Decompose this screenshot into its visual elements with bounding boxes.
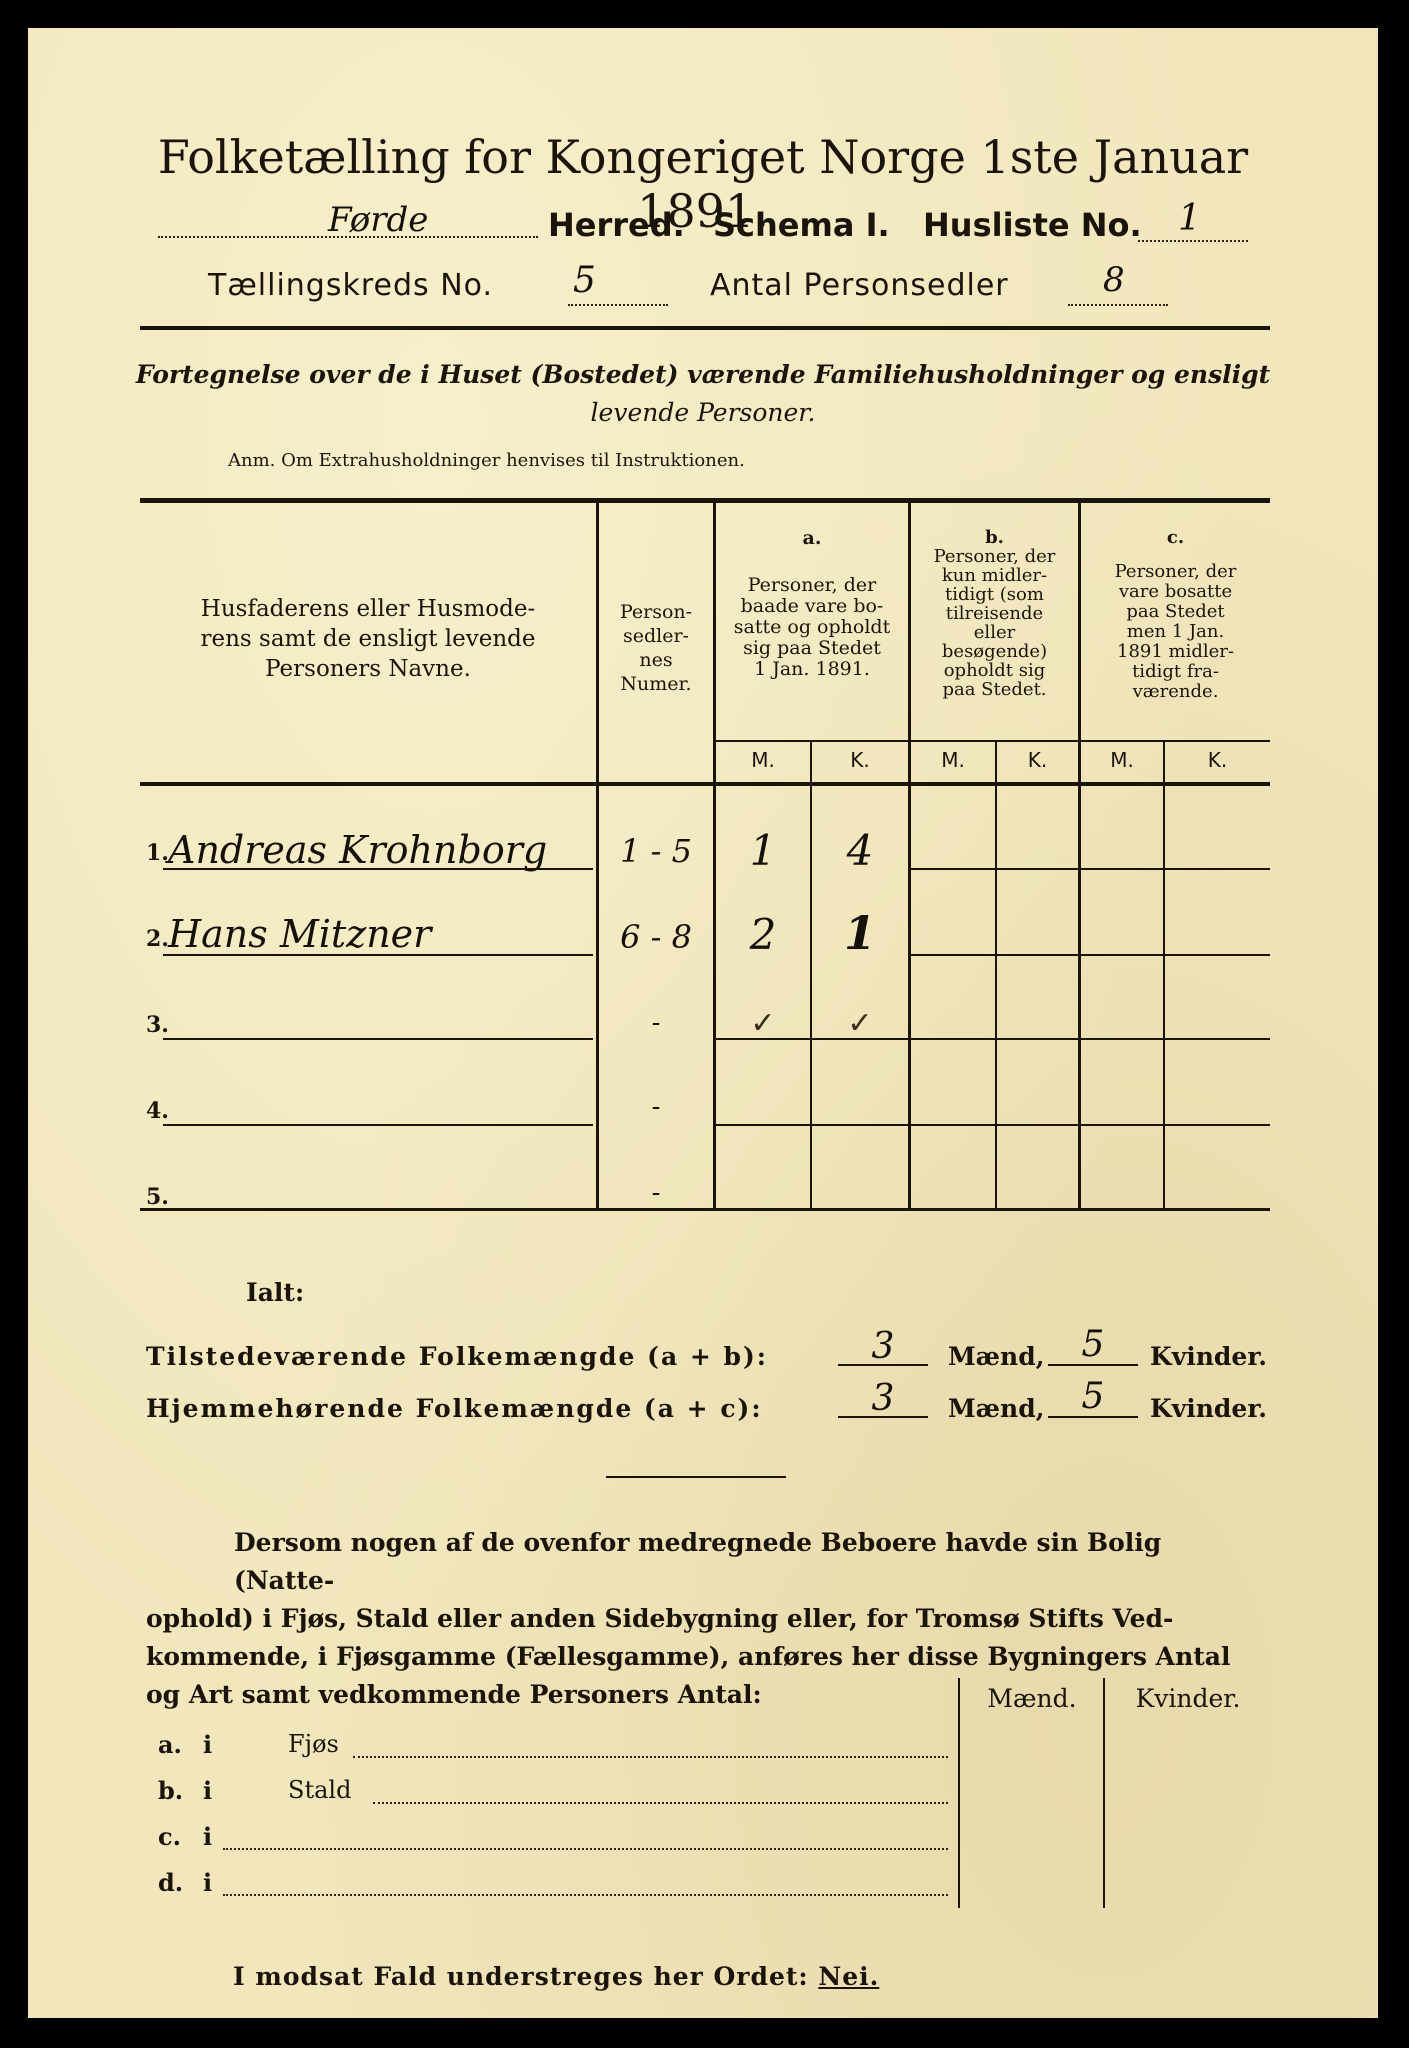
footer-item-b-i: i — [203, 1776, 213, 1805]
row-2-number: 2. — [146, 926, 169, 952]
totals-line-2-maend-word: Mænd, — [948, 1394, 1045, 1423]
row-3-a-k: ✓ — [847, 1006, 873, 1041]
col-divider-name — [596, 502, 599, 1210]
row-3-underline — [163, 1038, 593, 1040]
row-2-a-k: 1 — [843, 906, 876, 960]
row-3-number: 3. — [146, 1012, 169, 1038]
num-column-header: Person- sedler- nes Numer. — [619, 601, 693, 695]
col-c-header: c. Personer, der vare bosatte paa Stedet men 1 Jan. 1891 midler- tidigt fra- værende. — [1114, 527, 1237, 702]
last-line-text: I modsat Fald understreges her Ordet: — [233, 1962, 809, 1991]
kreds-value: 5 — [573, 260, 596, 301]
totals-line-2-label: Hjemmehørende Folkemængde (a + c): — [146, 1394, 763, 1423]
footer-item-c-i: i — [203, 1822, 213, 1851]
row-1-number: 1. — [146, 840, 169, 866]
table-header-rule — [140, 782, 1270, 786]
husliste-label: Husliste No. — [923, 206, 1142, 244]
kreds-label: Tællingskreds No. — [208, 268, 493, 303]
footer-item-a-letter: a. — [158, 1730, 182, 1759]
col-b-m-label: M. — [941, 748, 965, 772]
footer-col-divider-1 — [958, 1678, 960, 1908]
header-rule — [140, 326, 1270, 330]
footer-kvinder-header: Kvinder. — [1135, 1684, 1241, 1713]
totals-line-1-maend-word: Mænd, — [948, 1342, 1045, 1371]
totals-line-1-maend: 3 — [871, 1326, 895, 1367]
herred-value: Førde — [328, 200, 429, 240]
row-4-num: - — [651, 1092, 661, 1122]
name-column-header: Husfaderens eller Husmode- rens samt de ensligt levende Personers Navne. — [200, 596, 536, 682]
table-bottom-rule — [140, 1208, 1270, 1211]
intro-line-1: Fortegnelse over de i Huset (Bostedet) værende Familiehusholdninger og ensligt — [135, 360, 1271, 389]
footer-item-d-i: i — [203, 1868, 213, 1897]
schema-label: Schema I. — [713, 206, 890, 244]
totals-line-2-kvinder: 5 — [1081, 1376, 1105, 1417]
antal-value: 8 — [1103, 260, 1125, 300]
footer-paragraph: Dersom nogen af de ovenfor medregnede Beboere havde sin Bolig (Natte- ophold) i Fjøs, Stald eller anden Sidebygning eller, for Tromsø Stifts Ved- kommende, i Fjøsgamme (Fællesgamme), anføres her disse Bygningers Antal og Art samt vedkommende Personers Antal: — [146, 1528, 1231, 1709]
row-1-num: 1 - 5 — [620, 832, 692, 870]
footer-item-a-i: i — [203, 1730, 213, 1759]
col-c-k-label: K. — [1207, 748, 1228, 772]
husliste-value: 1 — [1178, 198, 1201, 239]
nei-word: Nei. — [818, 1962, 880, 1991]
col-a-m-label: M. — [751, 748, 775, 772]
row-3-a-m: ✓ — [750, 1006, 776, 1041]
kreds-dotted-line — [568, 304, 668, 306]
husliste-dotted-line — [1138, 240, 1248, 242]
row-4-underline — [163, 1124, 593, 1126]
row-5-num: - — [651, 1178, 661, 1208]
row-4-number: 4. — [146, 1098, 169, 1124]
footer-item-c-dots — [223, 1848, 948, 1850]
col-b-k-label: K. — [1027, 748, 1048, 772]
table-top-rule — [140, 498, 1270, 503]
row-2-num: 6 - 8 — [620, 918, 692, 956]
footer-item-b-dots — [373, 1802, 948, 1804]
intro-line-2: levende Personer. — [590, 398, 816, 427]
col-a-k-label: K. — [850, 748, 870, 772]
row-3-num: - — [651, 1008, 661, 1038]
form-title: Folketælling for Kongeriget Norge 1ste Januar 1891. — [157, 130, 1249, 238]
antal-label: Antal Personsedler — [710, 268, 1009, 303]
antal-dotted-line — [1068, 304, 1168, 306]
row-2-name: Hans Mitzner — [168, 912, 432, 956]
col-divider-b-mk — [995, 742, 997, 1210]
footer-item-a-label: Fjøs — [288, 1730, 339, 1758]
col-divider-a-mk — [810, 742, 812, 1210]
row-1-name: Andreas Krohnborg — [168, 828, 548, 872]
footer-item-d-letter: d. — [158, 1868, 184, 1897]
separator-rule — [606, 1476, 786, 1478]
footer-item-d-dots — [223, 1894, 948, 1896]
col-divider-c-mk — [1163, 742, 1165, 1210]
col-c-m-label: M. — [1110, 748, 1134, 772]
row-1-a-k: 4 — [846, 826, 874, 875]
footer-item-c-letter: c. — [158, 1822, 181, 1851]
row-4-rule — [716, 1124, 1270, 1126]
totals-line-1-label: Tilstedeværende Folkemængde (a + b): — [146, 1342, 769, 1371]
anm-note: Anm. Om Extrahusholdninger henvises til Instruktionen. — [228, 450, 745, 471]
col-a-header: a. Personer, der baade vare bo- satte og opholdt sig paa Stedet 1 Jan. 1891. — [733, 527, 891, 680]
col-b-header: b. Personer, der kun midler- tidigt (som tilreisende eller besøgende) opholdt sig paa Stedet. — [933, 527, 1056, 700]
footer-item-b-letter: b. — [158, 1776, 184, 1805]
totals-line-2-maend: 3 — [871, 1378, 895, 1419]
herred-label: Herred. — [548, 206, 685, 244]
footer-col-divider-2 — [1103, 1678, 1105, 1908]
totals-line-2-kvinder-word: Kvinder. — [1150, 1394, 1267, 1423]
ialt-label: Ialt: — [246, 1278, 305, 1307]
row-1-c-rule — [1081, 868, 1270, 870]
totals-line-1-kvinder-word: Kvinder. — [1150, 1342, 1267, 1371]
mk-rule — [713, 740, 1270, 742]
row-1-a-m: 1 — [749, 826, 777, 875]
totals-line-1-kvinder: 5 — [1081, 1324, 1105, 1365]
row-2-bc-rule — [911, 954, 1270, 956]
last-line — [233, 1962, 879, 1991]
footer-maend-header: Mænd. — [987, 1684, 1077, 1713]
row-5-number: 5. — [146, 1184, 169, 1210]
footer-item-a-dots — [353, 1756, 948, 1758]
census-form — [28, 28, 1378, 2018]
footer-item-b-label: Stald — [288, 1776, 352, 1804]
row-1-b-rule — [911, 868, 1081, 870]
row-2-a-m: 2 — [749, 910, 777, 959]
